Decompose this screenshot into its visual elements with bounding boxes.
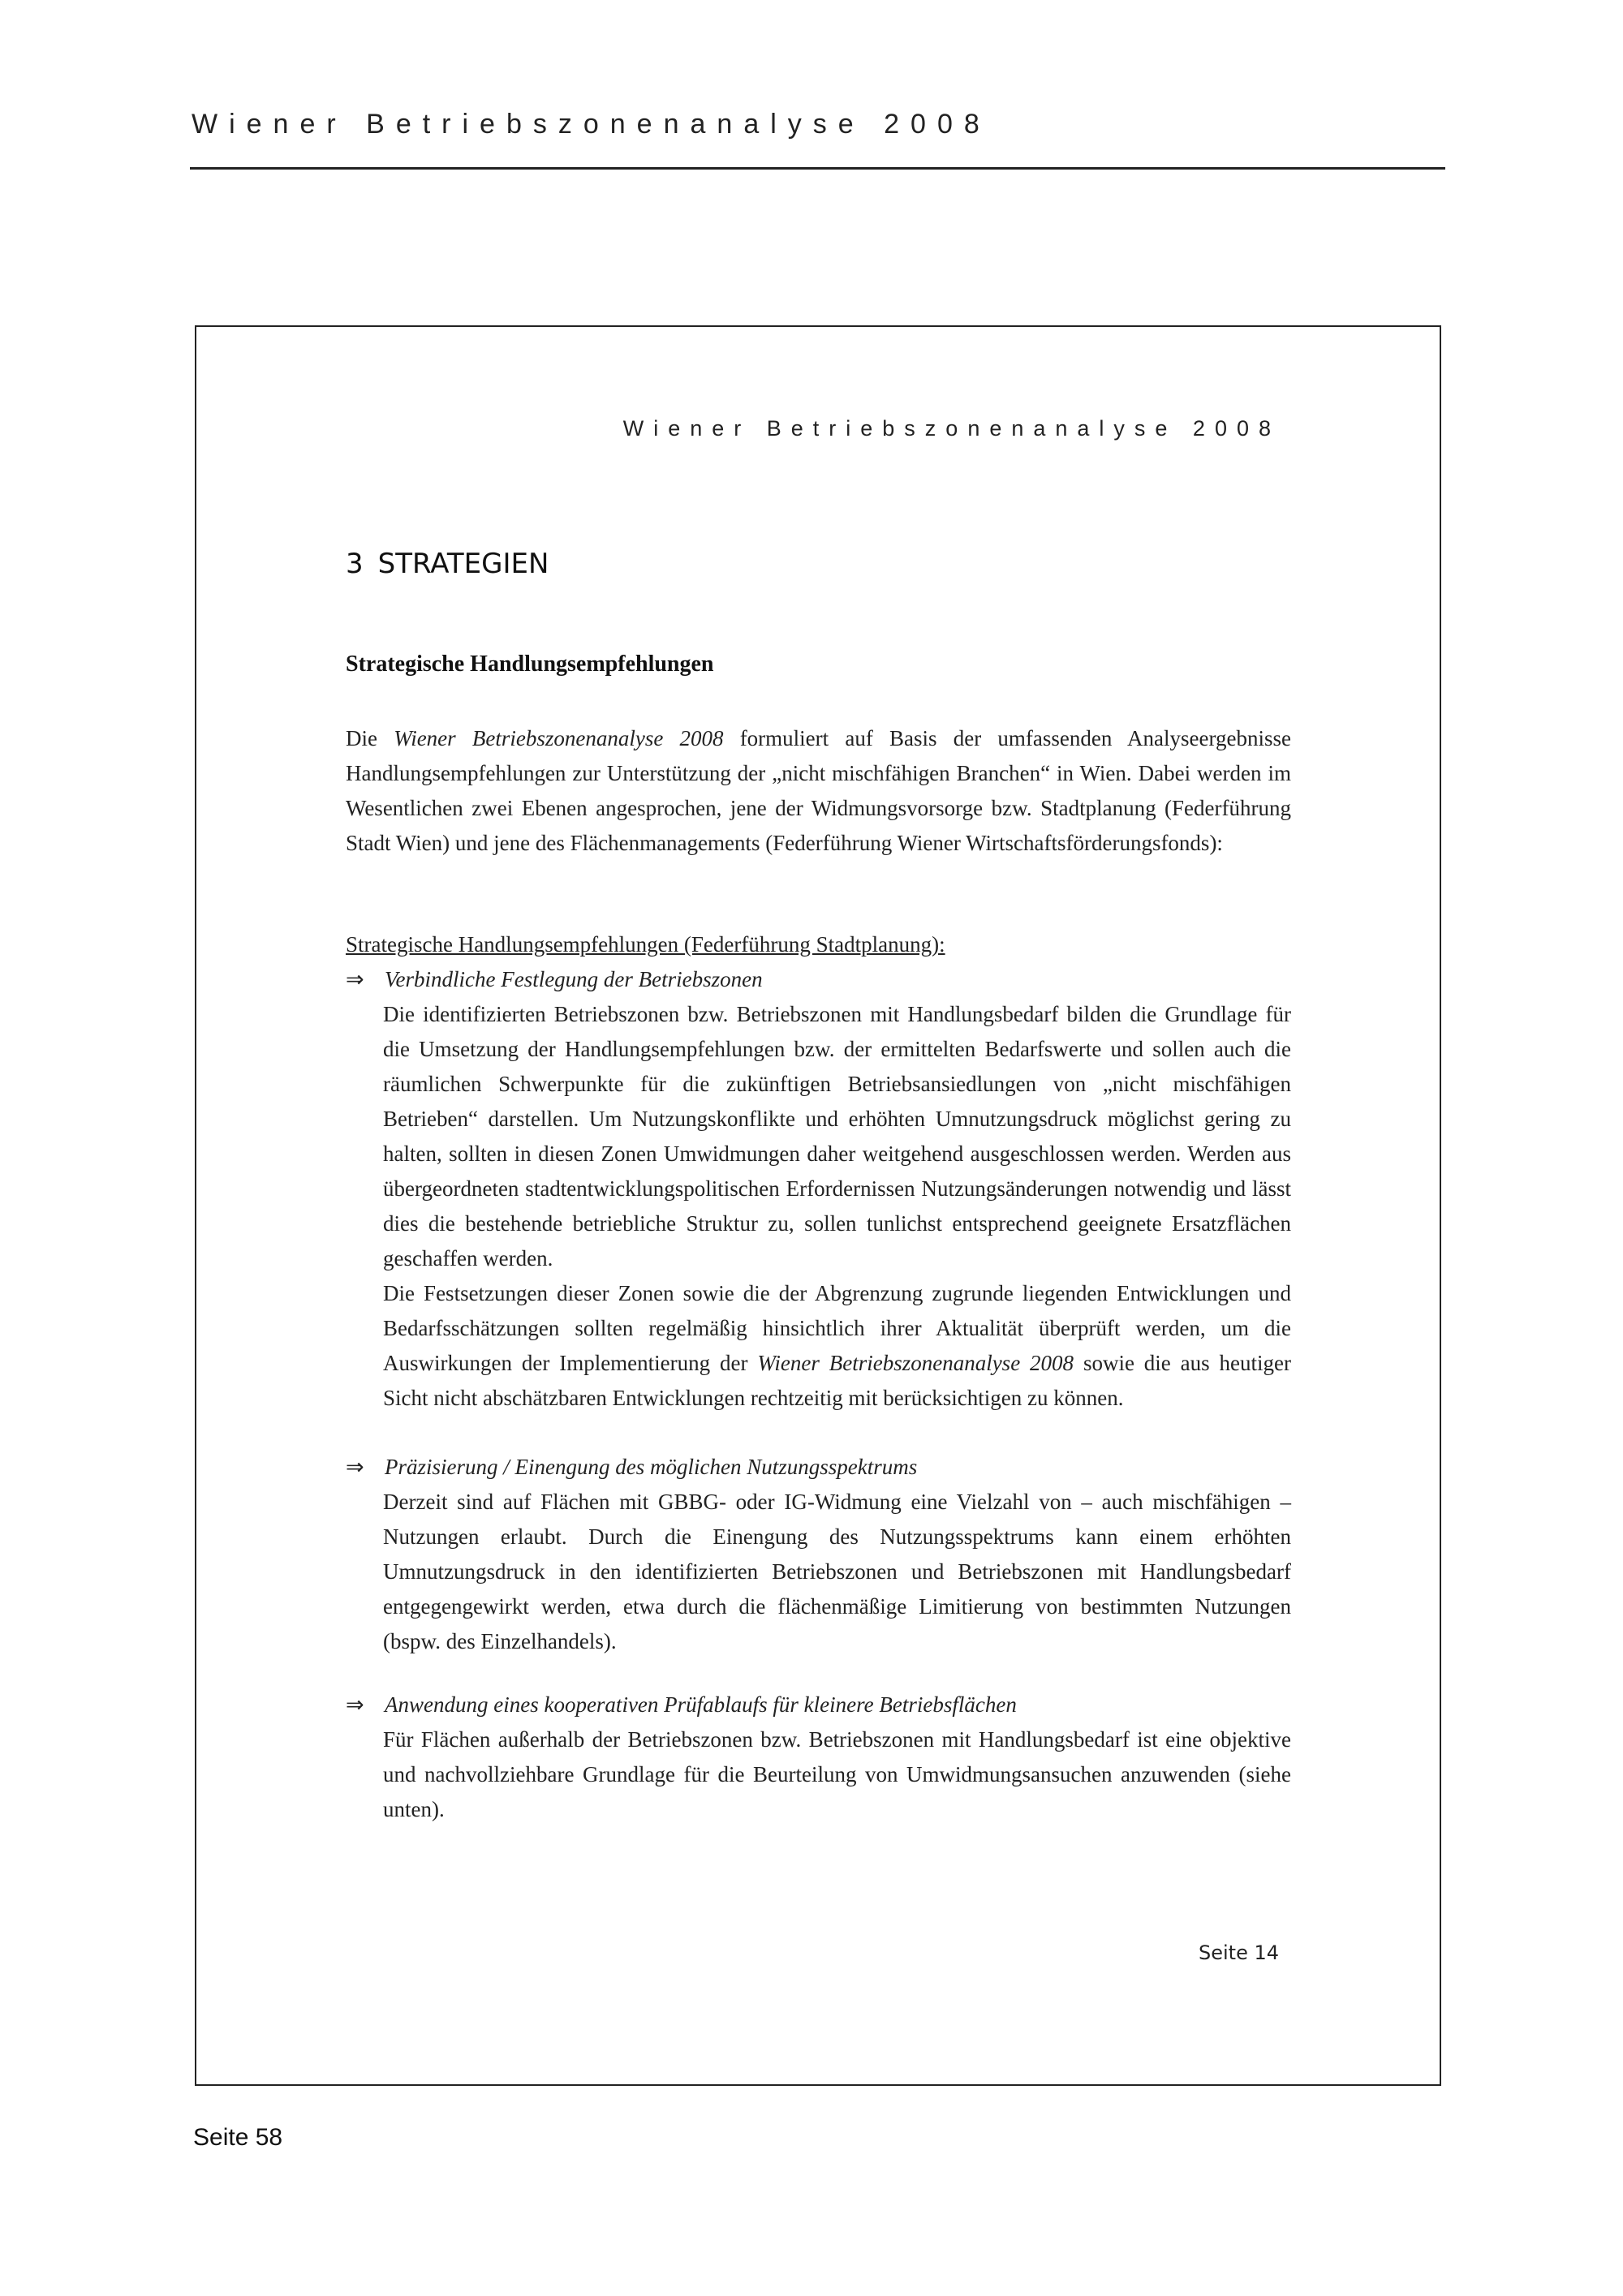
section-title: STRATEGIEN [377,548,549,580]
embedded-page-frame [195,325,1441,2086]
item1-heading: ⇒ Verbindliche Festlegung der Betriebszonen [346,967,763,991]
item3-heading: ⇒ Anwendung eines kooperativen Prüfablaufs für kleinere Betriebsflächen [346,1692,1017,1717]
embedded-page-header: Wiener Betriebszonenanalyse 2008 [622,416,1281,441]
embedded-page-number: Seite 14 [1198,1941,1279,1964]
item1-paragraph-1: Die identifizierten Betriebszonen bzw. Betriebszonen mit Handlungsbedarf bilden die Grundlage für die Umsetzung der Handlungsempfehlungen bzw. der ermittelten Bedarfswerte und sollen auch die räumlichen Schwerpunkte für die zukünftigen Betriebsansiedlungen von „nicht mischfähigen Betrieben“ darstellen. Um Nutzungskonflikte und erhöhten Umnutzungsdruck möglichst gering zu halten, sollten in diesen Zonen Umwidmungen daher weitgehend ausgeschlossen werden. Werden aus übergeordneten stadtentwicklungspolitischen Erfordernissen Nutzungsänderungen notwendig und lässt dies die bestehende betriebliche Struktur zu, sollen tunlichst entsprechend geeignete Ersatzflächen geschaffen werden. [383,1002,1291,1271]
item3-paragraph: Für Flächen außerhalb der Betriebszonen bzw. Betriebszonen mit Handlungsbedarf ist eine objektive und nachvollziehbare Grundlage für die Beurteilung von Umwidmungsansuchen anzuwenden (siehe unten). [383,1727,1291,1821]
intro-paragraph: Die Wiener Betriebszonenanalyse 2008 formuliert auf Basis der umfassenden Analyseergebnisse Handlungsempfehlungen zur Unterstützung der „nicht mischfähigen Branchen“ in Wien. Dabei werden im Wesentlichen zwei Ebenen angesprochen, jene der Widmungsvorsorge bzw. Stadtplanung (Federführung Stadt Wien) und jene des Flächenmanagements (Federführung Wiener Wirtschaftsförderungsfonds): [346,726,1291,855]
item1-paragraph-2: Die Festsetzungen dieser Zonen sowie die der Abgrenzung zugrunde liegenden Entwicklungen und Bedarfsschätzungen sollten regelmäßig hinsichtlich ihrer Aktualität überprüft werden, um die Auswirkungen der Implementierung der Wiener Betriebszonenanalyse 2008 sowie die aus heutiger Sicht nicht abschätzbaren Entwicklungen rechtzeitig mit berücksichtigen zu können. [383,1281,1291,1410]
section-heading [346,548,549,580]
page-header: Wiener Betriebszonenanalyse 2008 [192,109,991,140]
subtitle: Strategische Handlungsempfehlungen [346,651,714,677]
underlined-heading: Strategische Handlungsempfehlungen (Federführung Stadtplanung): [346,932,945,957]
arrow-icon: ⇒ [346,967,364,991]
item2-heading: ⇒ Präzisierung / Einengung des möglichen Nutzungsspektrums [346,1455,918,1479]
item2-paragraph: Derzeit sind auf Flächen mit GBBG- oder IG-Widmung eine Vielzahl von – auch mischfähigen – Nutzungen erlaubt. Durch die Einengung des Nutzungsspektrums kann einem erhöhten Umnutzungsdruck in den identifizierten Betriebszonen und Betriebszonen mit Handlungsbedarf entgegengewirkt werden, etwa durch die flächenmäßige Limitierung von bestimmten Nutzungen (bspw. des Einzelhandels). [383,1490,1291,1653]
arrow-icon: ⇒ [346,1455,364,1479]
section-number: 3 [346,548,364,580]
header-rule [190,167,1445,170]
arrow-icon: ⇒ [346,1692,364,1717]
page-footer: Seite 58 [193,2124,283,2151]
